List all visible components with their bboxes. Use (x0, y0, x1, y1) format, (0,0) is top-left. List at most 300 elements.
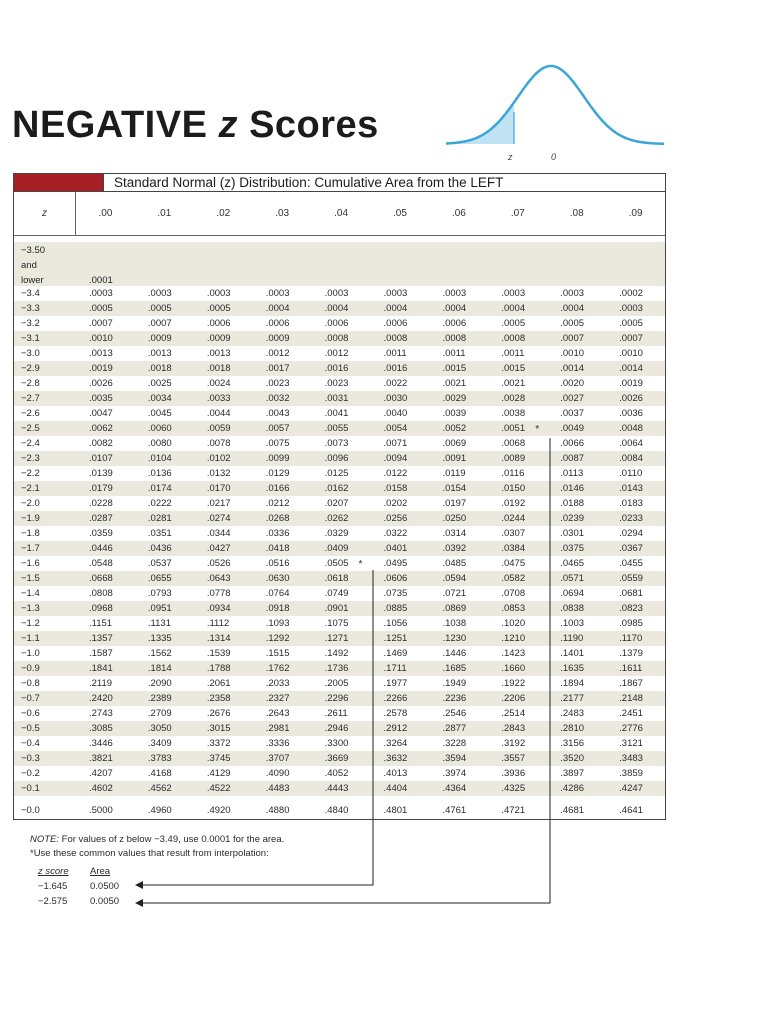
area-cell: .3707 (265, 753, 290, 764)
table-row (14, 451, 665, 466)
area-cell: .0681 (619, 588, 643, 599)
table-row (14, 466, 665, 481)
table-row (14, 601, 665, 616)
area-cell: .0034 (147, 393, 172, 404)
area-cell: .0154 (442, 483, 467, 494)
column-header: .07 (510, 208, 525, 219)
table-row (14, 421, 665, 436)
area-cell: .1736 (324, 663, 349, 674)
table-row (14, 646, 665, 661)
area-cell: .2912 (383, 723, 408, 734)
area-cell: .0778 (206, 588, 231, 599)
area-cell: .0013 (89, 348, 113, 359)
area-cell: .1685 (442, 663, 467, 674)
table-row (14, 391, 665, 406)
area-cell: .0017 (265, 363, 290, 374)
area-cell: .0465 (560, 558, 585, 569)
table-row (14, 541, 665, 556)
column-header: .03 (275, 208, 290, 219)
area-cell: .0057 (265, 423, 290, 434)
z-value-cell: −2.2 (21, 468, 40, 479)
area-cell: .1003 (560, 618, 585, 629)
area-cell: .2236 (442, 693, 467, 704)
area-cell: .0188 (560, 498, 585, 509)
area-cell: .0069 (442, 438, 467, 449)
area-cell: .0023 (265, 378, 290, 389)
table-row (14, 781, 665, 796)
area-cell: .0045 (147, 408, 172, 419)
area-cell: .3121 (619, 738, 643, 749)
area-cell: .0436 (147, 543, 172, 554)
area-cell: .0024 (206, 378, 231, 389)
area-cell: .2296 (324, 693, 349, 704)
table-row (14, 526, 665, 541)
z-value-cell: −1.6 (21, 558, 40, 569)
z-value-cell: −3.1 (21, 333, 40, 344)
area-cell: .0122 (383, 468, 408, 479)
area-cell: .2946 (324, 723, 349, 734)
area-cell: .0006 (442, 318, 467, 329)
area-cell: .0212 (265, 498, 290, 509)
area-cell: .0505 (324, 558, 349, 569)
area-cell: .4562 (147, 783, 172, 794)
area-cell: .0202 (383, 498, 408, 509)
area-cell: .0119 (442, 468, 466, 479)
area-cell: .0004 (324, 303, 349, 314)
z-value-cell: −0.1 (21, 783, 40, 794)
table-row (14, 301, 665, 316)
table-row (14, 376, 665, 391)
curve-zero-label: 0 (551, 152, 557, 162)
area-cell: .0012 (324, 348, 349, 359)
area-cell: .2611 (324, 708, 348, 719)
area-cell: .0004 (265, 303, 290, 314)
area-cell: .0367 (619, 543, 643, 554)
area-cell: .0901 (324, 603, 349, 614)
area-cell: .2643 (265, 708, 290, 719)
area-cell: .0004 (501, 303, 526, 314)
area-cell: .0003 (383, 288, 408, 299)
table-row (14, 721, 665, 736)
area-cell: .0418 (265, 543, 290, 554)
table-row (14, 511, 665, 526)
area-cell: .4325 (501, 783, 526, 794)
area-cell: .0029 (442, 393, 467, 404)
column-header: .01 (157, 208, 172, 219)
area-cell: .4721 (501, 805, 526, 816)
area-cell: .0003 (89, 288, 113, 299)
area-cell: .0007 (89, 318, 113, 329)
area-cell: .0314 (442, 528, 467, 539)
z-column-header: z (14, 192, 76, 235)
area-cell: .0007 (560, 333, 585, 344)
area-cell: .0008 (442, 333, 467, 344)
area-cell: .1867 (619, 678, 643, 689)
area-cell: .2119 (89, 678, 113, 689)
area-cell: .0052 (442, 423, 467, 434)
area-cell: .0239 (560, 513, 585, 524)
area-cell: .3594 (442, 753, 467, 764)
area-cell: .0146 (560, 483, 585, 494)
area-cell: .0006 (324, 318, 349, 329)
area-cell: .0582 (501, 573, 526, 584)
table-row (14, 481, 665, 496)
z-value-cell: −1.3 (21, 603, 40, 614)
area-cell: .0054 (383, 423, 408, 434)
area-cell: .0183 (619, 498, 643, 509)
area-cell: .0526 (206, 558, 231, 569)
area-cell: .0446 (89, 543, 113, 554)
area-cell: .0274 (206, 513, 231, 524)
area-cell: .1635 (560, 663, 585, 674)
area-cell: .0035 (89, 393, 113, 404)
area-cell: .4404 (383, 783, 408, 794)
area-cell: .0008 (324, 333, 349, 344)
z-value-cell: −1.9 (21, 513, 40, 524)
table-row (14, 436, 665, 451)
area-cell: .1539 (206, 648, 231, 659)
area-cell: .1762 (265, 663, 290, 674)
area-cell: .3520 (560, 753, 585, 764)
area-cell: .1251 (383, 633, 408, 644)
area-cell: .0013 (206, 348, 231, 359)
note-label: NOTE: (30, 834, 60, 845)
area-cell: .0078 (206, 438, 231, 449)
area-cell: .0244 (501, 513, 526, 524)
area-cell: .3783 (147, 753, 172, 764)
area-cell: .0009 (265, 333, 290, 344)
area-cell: .0694 (560, 588, 585, 599)
area-cell: .4602 (89, 783, 113, 794)
page-title (12, 104, 379, 147)
z-value-cell: −2.7 (21, 393, 40, 404)
area-cell: .1131 (147, 618, 171, 629)
area-cell: .3228 (442, 738, 467, 749)
z-value-cell: −1.2 (21, 618, 40, 629)
area-cell: .0606 (383, 573, 408, 584)
area-cell: .3745 (206, 753, 231, 764)
area-cell: .0262 (324, 513, 349, 524)
area-cell: .0082 (89, 438, 113, 449)
area-cell: .2358 (206, 693, 231, 704)
area-cell: .3483 (619, 753, 643, 764)
area-cell: .2483 (560, 708, 585, 719)
area-cell: .3936 (501, 768, 526, 779)
area-cell: .3372 (206, 738, 231, 749)
area-cell: .0004 (442, 303, 467, 314)
area-cell: .0107 (89, 453, 113, 464)
area-cell: .1446 (442, 648, 467, 659)
area-cell: .4761 (442, 805, 467, 816)
common-header-area: Area (90, 866, 111, 877)
area-cell: .0003 (265, 288, 290, 299)
area-cell: .0268 (265, 513, 290, 524)
area-cell: .0475 (501, 558, 526, 569)
note-line-1: For values of z below −3.49, use 0.0001 for the area. (61, 834, 285, 845)
z-value-cell: −2.1 (21, 483, 40, 494)
z-value-cell: −2.9 (21, 363, 40, 374)
area-cell: .0217 (206, 498, 231, 509)
area-cell: .1949 (442, 678, 467, 689)
table-row (14, 496, 665, 511)
area-cell: .3409 (147, 738, 172, 749)
z-value-cell: −0.6 (21, 708, 40, 719)
area-cell: .0087 (560, 453, 585, 464)
area-cell: .2877 (442, 723, 467, 734)
area-cell: .2389 (147, 693, 172, 704)
area-cell: .1271 (324, 633, 349, 644)
area-cell: .1314 (206, 633, 231, 644)
area-cell: .0003 (560, 288, 585, 299)
normal-curve-figure (0, 0, 770, 175)
z-value-cell: −0.5 (21, 723, 40, 734)
area-cell: .0015 (501, 363, 526, 374)
area-cell: .1423 (501, 648, 526, 659)
common-values-row (38, 896, 119, 907)
area-cell: .0064 (619, 438, 643, 449)
area-cell: .0003 (324, 288, 349, 299)
area-cell: .2451 (619, 708, 643, 719)
area-cell: .0643 (206, 573, 231, 584)
z-value-cell: −0.7 (21, 693, 40, 704)
table-row (14, 556, 665, 571)
area-cell: .0125 (324, 468, 349, 479)
interpolation-star-mark: * (535, 424, 540, 435)
area-cell: .4920 (206, 805, 231, 816)
column-header: .02 (216, 208, 231, 219)
area-cell: .2981 (265, 723, 290, 734)
table-row (14, 802, 665, 819)
area-cell: .0256 (383, 513, 408, 524)
area-cell: .0091 (442, 453, 467, 464)
table-row (14, 616, 665, 631)
z-table (13, 192, 666, 820)
area-cell: .0571 (560, 573, 585, 584)
area-cell: .0051 (501, 423, 526, 434)
area-cell: .1038 (442, 618, 467, 629)
area-cell: .0838 (560, 603, 585, 614)
area-cell: .1492 (324, 648, 349, 659)
area-cell: .0004 (383, 303, 408, 314)
z-value-cell: −0.2 (21, 768, 40, 779)
area-cell: .0005 (560, 318, 585, 329)
area-cell: .0116 (501, 468, 525, 479)
area-cell: .3859 (619, 768, 643, 779)
area-cell: .0170 (206, 483, 231, 494)
area-cell: .3050 (147, 723, 172, 734)
table-row (14, 331, 665, 346)
area-cell: .0630 (265, 573, 290, 584)
z-value-cell: −0.8 (21, 678, 40, 689)
lead-row-z-label (14, 242, 76, 286)
area-cell: .4247 (619, 783, 643, 794)
column-header: .00 (98, 208, 113, 219)
area-cell: .0014 (619, 363, 643, 374)
table-row (14, 691, 665, 706)
table-header-row (14, 192, 665, 236)
area-cell: .0071 (383, 438, 408, 449)
area-cell: .0012 (265, 348, 290, 359)
z-value-cell: −1.1 (21, 633, 40, 644)
table-caption (13, 173, 666, 192)
area-cell: .0048 (619, 423, 643, 434)
z-value-cell: −2.0 (21, 498, 40, 509)
area-cell: .0808 (89, 588, 113, 599)
area-cell: .0655 (147, 573, 172, 584)
area-cell: .0918 (265, 603, 290, 614)
area-cell: .0485 (442, 558, 467, 569)
z-value-cell: −2.3 (21, 453, 40, 464)
area-cell: .0559 (619, 573, 643, 584)
area-cell: .0294 (619, 528, 643, 539)
area-cell: .0853 (501, 603, 526, 614)
area-cell: .0089 (501, 453, 526, 464)
area-cell: .0011 (383, 348, 407, 359)
area-cell: .0038 (501, 408, 526, 419)
area-cell: .4681 (560, 805, 585, 816)
z-value-cell: −0.3 (21, 753, 40, 764)
area-cell: .0099 (265, 453, 290, 464)
area-cell: .0021 (442, 378, 467, 389)
area-cell: .0207 (324, 498, 349, 509)
area-cell: .2005 (324, 678, 349, 689)
area-cell: .0735 (383, 588, 408, 599)
area-cell: .0150 (501, 483, 526, 494)
area-cell: .0749 (324, 588, 349, 599)
table-row (14, 586, 665, 601)
area-cell: .0096 (324, 453, 349, 464)
table-row (14, 736, 665, 751)
area-cell: .0003 (442, 288, 467, 299)
column-header: .05 (393, 208, 407, 219)
title-tail: Scores (249, 104, 379, 146)
area-cell: .3632 (383, 753, 408, 764)
area-cell: .4013 (383, 768, 408, 779)
area-cell: .0013 (147, 348, 172, 359)
area-cell: .4052 (324, 768, 349, 779)
area-cell: .4483 (265, 783, 290, 794)
area-cell: .0129 (265, 468, 290, 479)
area-cell: .1190 (560, 633, 584, 644)
z-value-cell: −2.5 (21, 423, 40, 434)
area-cell: .0020 (560, 378, 585, 389)
area-cell: .2514 (501, 708, 526, 719)
area-cell: .4840 (324, 805, 349, 816)
area-cell: .0047 (89, 408, 113, 419)
common-values-row (38, 881, 119, 892)
table-row (14, 676, 665, 691)
area-cell: .4168 (147, 768, 172, 779)
area-cell: .2709 (147, 708, 172, 719)
area-cell: .3974 (442, 768, 467, 779)
area-cell: .1788 (206, 663, 231, 674)
area-cell: .0179 (89, 483, 113, 494)
area-cell: .0010 (89, 333, 113, 344)
area-cell: .1075 (324, 618, 349, 629)
area-cell: .1112 (206, 618, 230, 629)
area-cell: .2810 (560, 723, 585, 734)
z-value-cell: −3.4 (21, 288, 40, 299)
area-cell: .2776 (619, 723, 643, 734)
area-cell: .0344 (206, 528, 231, 539)
area-cell: .0021 (501, 378, 526, 389)
area-cell: .0351 (147, 528, 172, 539)
z-value-cell: −1.8 (21, 528, 40, 539)
area-cell: .0793 (147, 588, 172, 599)
z-value-cell: −0.0 (21, 805, 40, 816)
area-cell: .0708 (501, 588, 526, 599)
area-cell: .0329 (324, 528, 349, 539)
table-row (14, 766, 665, 781)
area-cell: .1093 (265, 618, 290, 629)
area-cell: .0040 (383, 408, 408, 419)
area-cell: .0005 (147, 303, 172, 314)
area-cell: .0985 (619, 618, 643, 629)
area-cell: .0084 (619, 453, 643, 464)
area-cell: .0951 (147, 603, 172, 614)
area-cell: .0594 (442, 573, 467, 584)
area-cell: .1335 (147, 633, 172, 644)
area-cell: .0066 (560, 438, 585, 449)
table-row (14, 361, 665, 376)
area-cell: .0668 (89, 573, 113, 584)
z-value-cell: −0.9 (21, 663, 40, 674)
area-cell: .0030 (383, 393, 408, 404)
area-cell: .0016 (324, 363, 349, 374)
area-cell: .0384 (501, 543, 526, 554)
common-area-value: 0.0050 (90, 896, 120, 907)
area-cell: .3300 (324, 738, 349, 749)
area-cell: .0618 (324, 573, 349, 584)
area-cell: .2420 (89, 693, 113, 704)
area-cell: .1515 (265, 648, 290, 659)
area-cell: .0068 (501, 438, 526, 449)
area-cell: .0005 (206, 303, 231, 314)
area-cell: .0222 (147, 498, 172, 509)
area-cell: .1210 (501, 633, 526, 644)
area-cell: .0113 (560, 468, 584, 479)
area-cell: .1230 (442, 633, 467, 644)
curve-z-label: z (508, 152, 513, 162)
area-cell: .4522 (206, 783, 231, 794)
area-cell: .0003 (619, 303, 643, 314)
area-cell: .4286 (560, 783, 585, 794)
common-values-header (38, 866, 119, 877)
area-cell: .0281 (147, 513, 172, 524)
area-cell: .1711 (383, 663, 407, 674)
area-cell: .0049 * (535, 423, 585, 435)
table-row (14, 571, 665, 586)
area-cell: .0110 (619, 468, 643, 479)
area-cell: .1587 (89, 648, 113, 659)
area-cell: .0044 (206, 408, 231, 419)
table-row (14, 316, 665, 331)
area-cell: .2676 (206, 708, 231, 719)
area-cell: .1469 (383, 648, 408, 659)
area-cell: .0060 (147, 423, 172, 434)
area-cell: .0055 (324, 423, 349, 434)
table-row (14, 751, 665, 766)
area-cell: .0197 (442, 498, 467, 509)
area-cell: .1357 (89, 633, 113, 644)
area-cell: .2177 (560, 693, 585, 704)
area-cell: .0136 (147, 468, 172, 479)
area-cell: .1660 (501, 663, 526, 674)
area-cell: .2090 (147, 678, 172, 689)
area-cell: .0028 (501, 393, 526, 404)
area-cell: .4641 (619, 805, 643, 816)
lead-z-line-2: and (21, 260, 37, 271)
